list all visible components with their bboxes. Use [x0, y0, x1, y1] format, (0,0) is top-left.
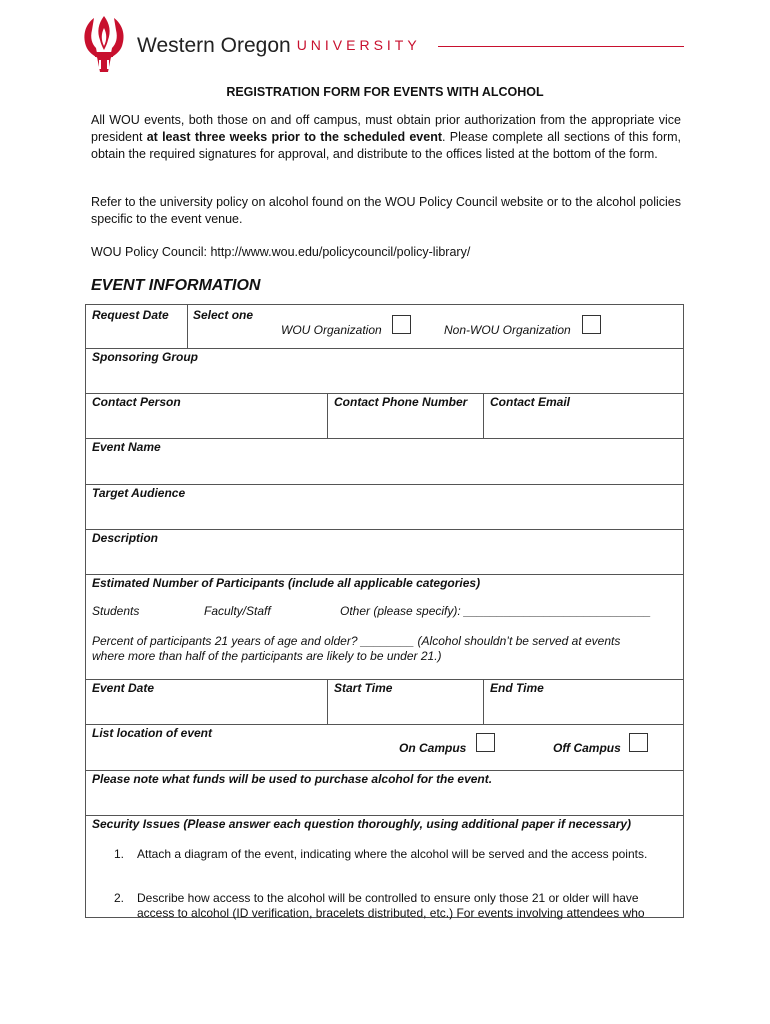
select-one-label: Select one — [193, 308, 254, 322]
security-item-text: Describe how access to the alcohol will be controlled to ensure only those 21 or older will have — [137, 891, 639, 905]
row-divider — [86, 438, 683, 439]
security-item-number: 2. — [114, 891, 125, 905]
end-time-field[interactable]: End Time — [490, 681, 544, 695]
sponsoring-group-field[interactable]: Sponsoring Group — [92, 350, 198, 364]
brand-university: UNIVERSITY — [296, 37, 421, 53]
contact-phone-field[interactable]: Contact Phone Number — [334, 395, 468, 409]
row-divider — [86, 724, 683, 725]
off-campus-label: Off Campus — [553, 741, 621, 755]
description-field[interactable]: Description — [92, 531, 159, 545]
security-item-number: 1. — [114, 847, 125, 861]
column-divider — [327, 393, 328, 438]
security-item-text: Attach a diagram of the event, indicating where the alcohol will be served and the access points. — [137, 847, 648, 861]
off-campus-checkbox[interactable] — [629, 733, 648, 752]
row-divider — [86, 679, 683, 680]
event-information-form — [85, 304, 684, 918]
non-wou-organization-checkbox[interactable] — [582, 315, 601, 334]
event-name-field[interactable]: Event Name — [92, 440, 161, 454]
contact-email-field[interactable]: Contact Email — [490, 395, 571, 409]
non-wou-organization-label: Non-WOU Organization — [444, 323, 571, 337]
event-location-field[interactable]: List location of event — [92, 726, 213, 740]
row-divider — [86, 348, 683, 349]
faculty-staff-field[interactable]: Faculty/Staff — [204, 604, 271, 618]
security-item-text-continued: access to alcohol (ID verification, bracelets distributed, etc.) For events involving attendees who — [137, 906, 645, 920]
brand-name: Western Oregon — [137, 34, 291, 57]
students-field[interactable]: Students — [92, 604, 140, 618]
row-divider — [86, 393, 683, 394]
target-audience-field[interactable]: Target Audience — [92, 486, 186, 500]
on-campus-label: On Campus — [399, 741, 467, 755]
percent-21-field[interactable]: Percent of participants 21 years of age and older? ________ (Alcohol shouldn’t be served at events — [92, 634, 621, 648]
row-divider — [86, 574, 683, 575]
policy-reference-paragraph: Refer to the university policy on alcohol found on the WOU Policy Council website or to the alcohol policies specific to the event venue. — [91, 195, 681, 226]
section-title-event-information: EVENT INFORMATION — [91, 277, 261, 294]
column-divider — [187, 305, 188, 348]
request-date-field[interactable]: Request Date — [92, 308, 169, 322]
row-divider — [86, 770, 683, 771]
intro-text-end: . Please complete all sections of this form, obtain the required signatures for approval, and distribute to the offices listed at the bottom of the form. — [91, 130, 681, 161]
wou-organization-label: WOU Organization — [281, 323, 382, 337]
percent-21-note: where more than half of the participants are likely to be under 21.) — [92, 649, 442, 663]
row-divider — [86, 484, 683, 485]
policy-council-url[interactable]: WOU Policy Council: http://www.wou.edu/policycouncil/policy-library/ — [91, 245, 471, 259]
wou-organization-checkbox[interactable] — [392, 315, 411, 334]
intro-text-start: All WOU events, both those on and off campus, must obtain prior authorization from the appropriate vice president — [91, 113, 681, 144]
security-issues-header: Security Issues (Please answer each question thoroughly, using additional paper if necessary) — [92, 817, 632, 831]
participants-header: Estimated Number of Participants (include all applicable categories) — [92, 576, 481, 590]
column-divider — [483, 393, 484, 438]
other-participants-field[interactable]: Other (please specify): ____________________________ — [340, 604, 651, 618]
contact-person-field[interactable]: Contact Person — [92, 395, 181, 409]
event-date-field[interactable]: Event Date — [92, 681, 155, 695]
intro-paragraph — [91, 112, 681, 163]
column-divider — [327, 679, 328, 724]
intro-deadline-bold: at least three weeks prior to the scheduled event — [146, 130, 443, 144]
alcohol-funds-field[interactable]: Please note what funds will be used to purchase alcohol for the event. — [92, 772, 493, 786]
brand-divider — [438, 46, 684, 47]
brand-wordmark — [137, 34, 421, 58]
form-title: REGISTRATION FORM FOR EVENTS WITH ALCOHOL — [226, 85, 544, 99]
on-campus-checkbox[interactable] — [476, 733, 495, 752]
wou-torch-logo-icon — [80, 14, 128, 76]
row-divider — [86, 529, 683, 530]
row-divider — [86, 815, 683, 816]
start-time-field[interactable]: Start Time — [334, 681, 393, 695]
column-divider — [483, 679, 484, 724]
